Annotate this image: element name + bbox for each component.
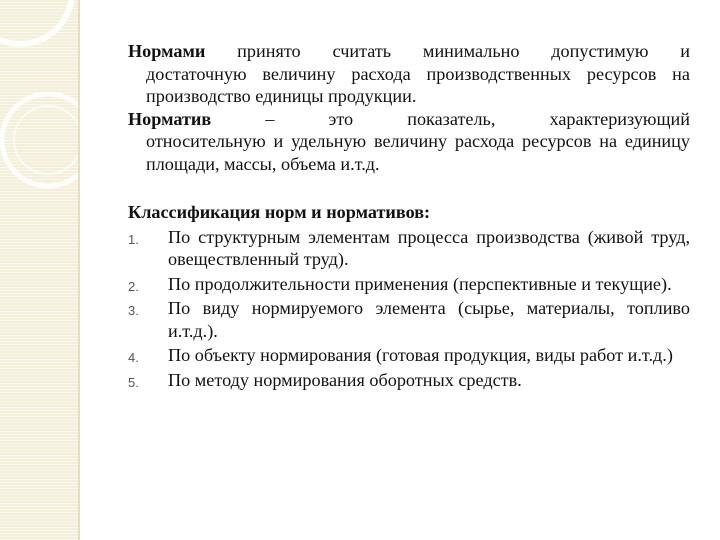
definition-term: Норматив [128,108,212,129]
decorative-rings [0,0,78,540]
list-item [128,273,690,296]
list-item-text: По структурным элементам процесса производства (живой труд, овеществленный труд). [168,226,690,269]
list-item-text: По виду нормируемого элемента (сырье, материалы, топливо и.т.д.). [168,298,690,341]
classification-heading: Классификация норм и нормативов: [128,202,431,222]
list-item [128,344,690,367]
definition-term: Нормами [128,41,206,61]
definition-first-line-text: принято считать минимально допустимую и [237,41,690,61]
definition-first-line [128,108,690,131]
list-item [128,297,690,342]
definition-continuation: относительную и удельную величину расхода ресурсов на единицу площади, массы, объема и.т.д. [146,131,690,174]
definition-norms [128,40,690,108]
slide-content [128,40,690,393]
decorative-side-band [0,0,78,540]
definition-continuation: достаточную величину расхода производственных ресурсов на производство единицы продукции. [146,63,690,106]
list-item-number: 1. [128,231,139,247]
definition-first-line [128,40,690,63]
list-item [128,226,690,271]
section-spacer [128,175,690,201]
list-item [128,369,690,392]
list-item-text: По продолжительности применения (перспективные и текущие). [168,273,672,294]
side-band-edge [78,0,80,540]
list-item-number: 4. [128,350,139,365]
list-item-number: 3. [128,303,139,318]
list-item-number: 5. [128,374,139,390]
list-item-text: По объекту нормирования (готовая продукция, виды работ и.т.д.) [168,345,673,365]
classification-list [128,226,690,392]
list-item-text: По методу нормирования оборотных средств. [168,369,522,390]
definition-first-line-text: – это показатель, характеризующий [265,108,690,129]
definition-normative [128,108,690,176]
list-item-number: 2. [128,278,139,294]
